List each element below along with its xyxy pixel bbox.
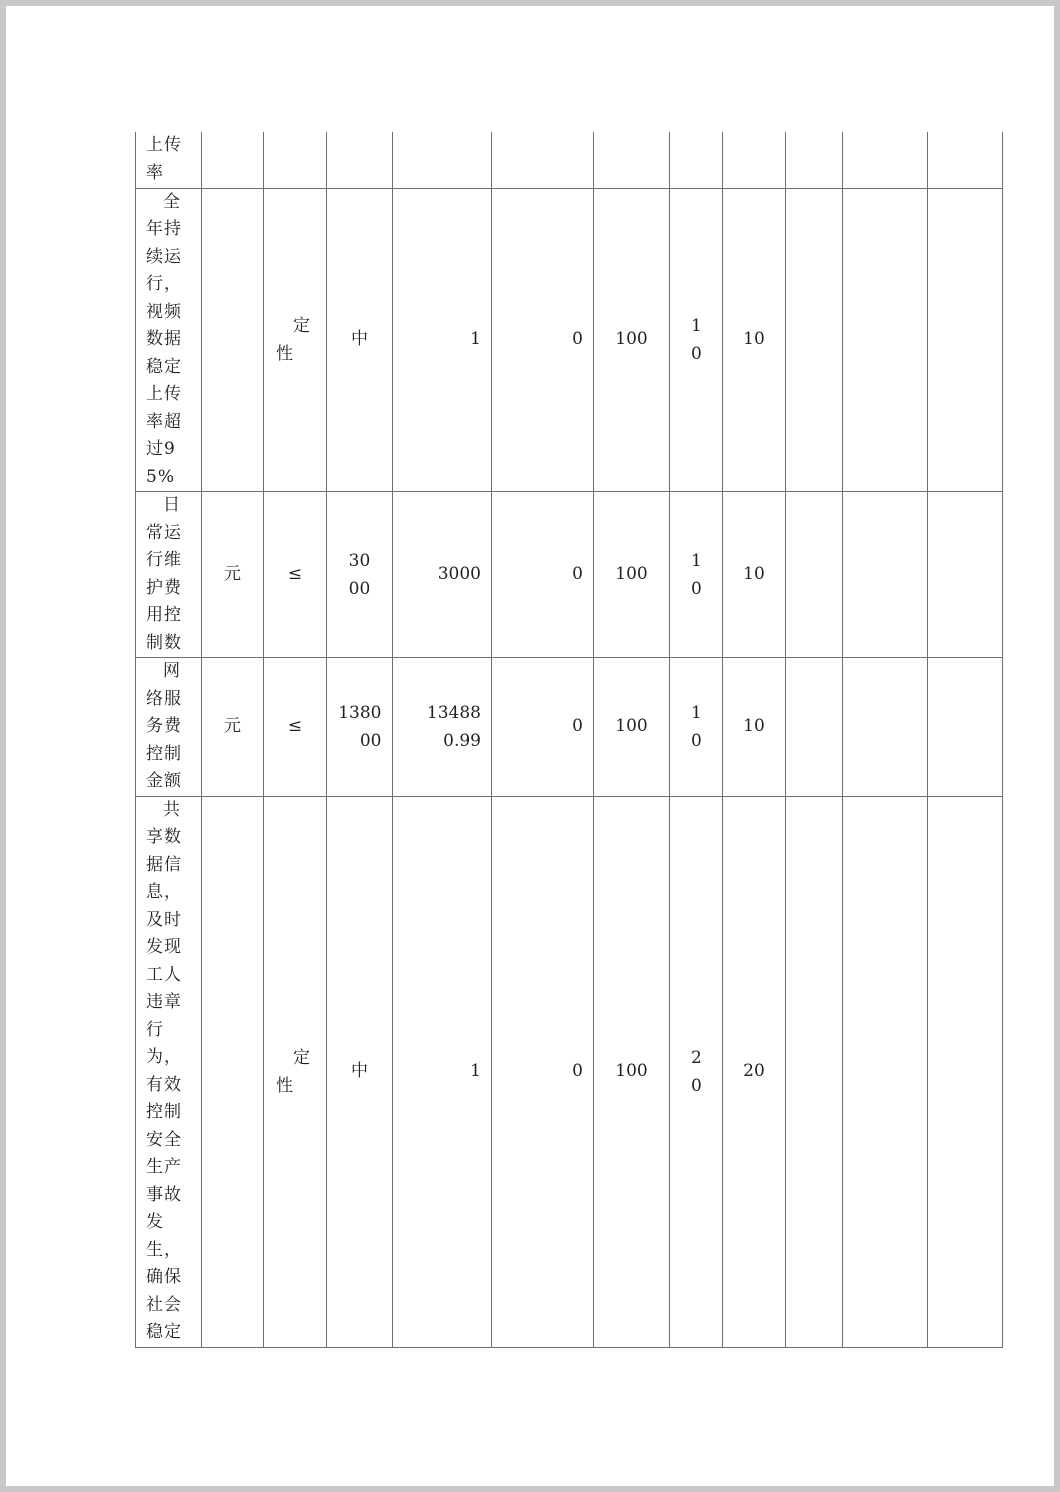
unit-cell <box>202 492 264 658</box>
operator-cell <box>264 796 327 1347</box>
max-cell <box>594 132 670 188</box>
target-cell <box>327 492 393 658</box>
indicator-name: 日常运行维护费用控制数 <box>146 495 182 653</box>
min-cell <box>492 796 594 1347</box>
reason-cell <box>786 658 843 797</box>
unit-cell <box>202 188 264 492</box>
table-row <box>136 796 1003 1347</box>
weight-value: 10 <box>691 315 702 364</box>
operator-cell <box>264 658 327 797</box>
note-cell <box>928 658 1003 797</box>
indicator-name-cell <box>136 132 202 188</box>
weight-cell <box>670 188 723 492</box>
score-cell <box>723 132 786 188</box>
measure-cell <box>843 796 928 1347</box>
measure-cell <box>843 492 928 658</box>
indicator-name-cell <box>136 796 202 1347</box>
unit: 元 <box>224 716 241 736</box>
table-row <box>136 658 1003 797</box>
indicator-name: 网络服务费控制金额 <box>146 661 182 791</box>
target-value: 138000 <box>338 702 382 751</box>
actual-value: 134880.99 <box>426 702 481 751</box>
score-value: 10 <box>743 716 765 736</box>
max-cell <box>594 492 670 658</box>
score-cell <box>723 492 786 658</box>
score-value: 20 <box>743 1060 765 1081</box>
operator-cell <box>264 132 327 188</box>
score-value: 10 <box>743 329 765 349</box>
unit-cell <box>202 796 264 1347</box>
indicator-name: 共享数据信息，及时发现工人违章行为，有效控制安全生产事故发生，确保社会稳定 <box>146 799 182 1342</box>
operator: 定性 <box>276 315 310 364</box>
measure-cell <box>843 188 928 492</box>
target-cell <box>327 796 393 1347</box>
max-value: 100 <box>615 1060 648 1081</box>
indicator-name: 上传率 <box>146 135 182 183</box>
actual-cell <box>393 658 492 797</box>
max-cell <box>594 188 670 492</box>
unit-cell <box>202 658 264 797</box>
target-value: 3000 <box>348 550 371 599</box>
measure-cell <box>843 132 928 188</box>
min-cell <box>492 492 594 658</box>
unit: 元 <box>224 563 241 584</box>
max-value: 100 <box>615 329 648 349</box>
actual-value: 1 <box>470 329 481 349</box>
note-cell <box>928 188 1003 492</box>
min-value: 0 <box>572 329 583 349</box>
reason-cell <box>786 492 843 658</box>
document-page <box>6 6 1054 1486</box>
indicator-name-cell <box>136 658 202 797</box>
note-cell <box>928 796 1003 1347</box>
weight-cell <box>670 658 723 797</box>
actual-value: 1 <box>470 1060 481 1081</box>
performance-indicator-table <box>135 132 1003 1348</box>
indicator-name: 全年持续运行，视频数据稳定上传率超过95% <box>146 191 182 487</box>
min-cell <box>492 188 594 492</box>
note-cell <box>928 492 1003 658</box>
operator-cell <box>264 492 327 658</box>
actual-cell <box>393 132 492 188</box>
operator: 定性 <box>276 1047 310 1096</box>
target-value: 中 <box>351 1060 368 1081</box>
min-value: 0 <box>572 716 583 736</box>
score-cell <box>723 796 786 1347</box>
reason-cell <box>786 132 843 188</box>
reason-cell <box>786 188 843 492</box>
reason-cell <box>786 796 843 1347</box>
unit-cell <box>202 132 264 188</box>
table-row <box>136 188 1003 492</box>
target-cell <box>327 658 393 797</box>
max-value: 100 <box>615 563 648 584</box>
actual-value: 3000 <box>437 563 481 584</box>
measure-cell <box>843 658 928 797</box>
min-cell <box>492 658 594 797</box>
weight-cell <box>670 796 723 1347</box>
score-value: 10 <box>743 563 765 584</box>
max-cell <box>594 796 670 1347</box>
indicator-name-cell <box>136 492 202 658</box>
table-row <box>136 492 1003 658</box>
score-cell <box>723 658 786 797</box>
min-cell <box>492 132 594 188</box>
indicator-name-cell <box>136 188 202 492</box>
weight-value: 20 <box>691 1047 702 1096</box>
actual-cell <box>393 796 492 1347</box>
table-row <box>136 132 1003 188</box>
min-value: 0 <box>572 1060 583 1081</box>
weight-value: 10 <box>691 550 702 599</box>
score-cell <box>723 188 786 492</box>
weight-cell <box>670 132 723 188</box>
operator: ≤ <box>287 563 303 584</box>
operator: ≤ <box>287 716 303 736</box>
target-cell <box>327 132 393 188</box>
target-value: 中 <box>351 329 368 349</box>
actual-cell <box>393 188 492 492</box>
actual-cell <box>393 492 492 658</box>
note-cell <box>928 132 1003 188</box>
max-cell <box>594 658 670 797</box>
weight-cell <box>670 492 723 658</box>
min-value: 0 <box>572 563 583 584</box>
target-cell <box>327 188 393 492</box>
weight-value: 10 <box>691 702 702 751</box>
max-value: 100 <box>615 716 648 736</box>
operator-cell <box>264 188 327 492</box>
